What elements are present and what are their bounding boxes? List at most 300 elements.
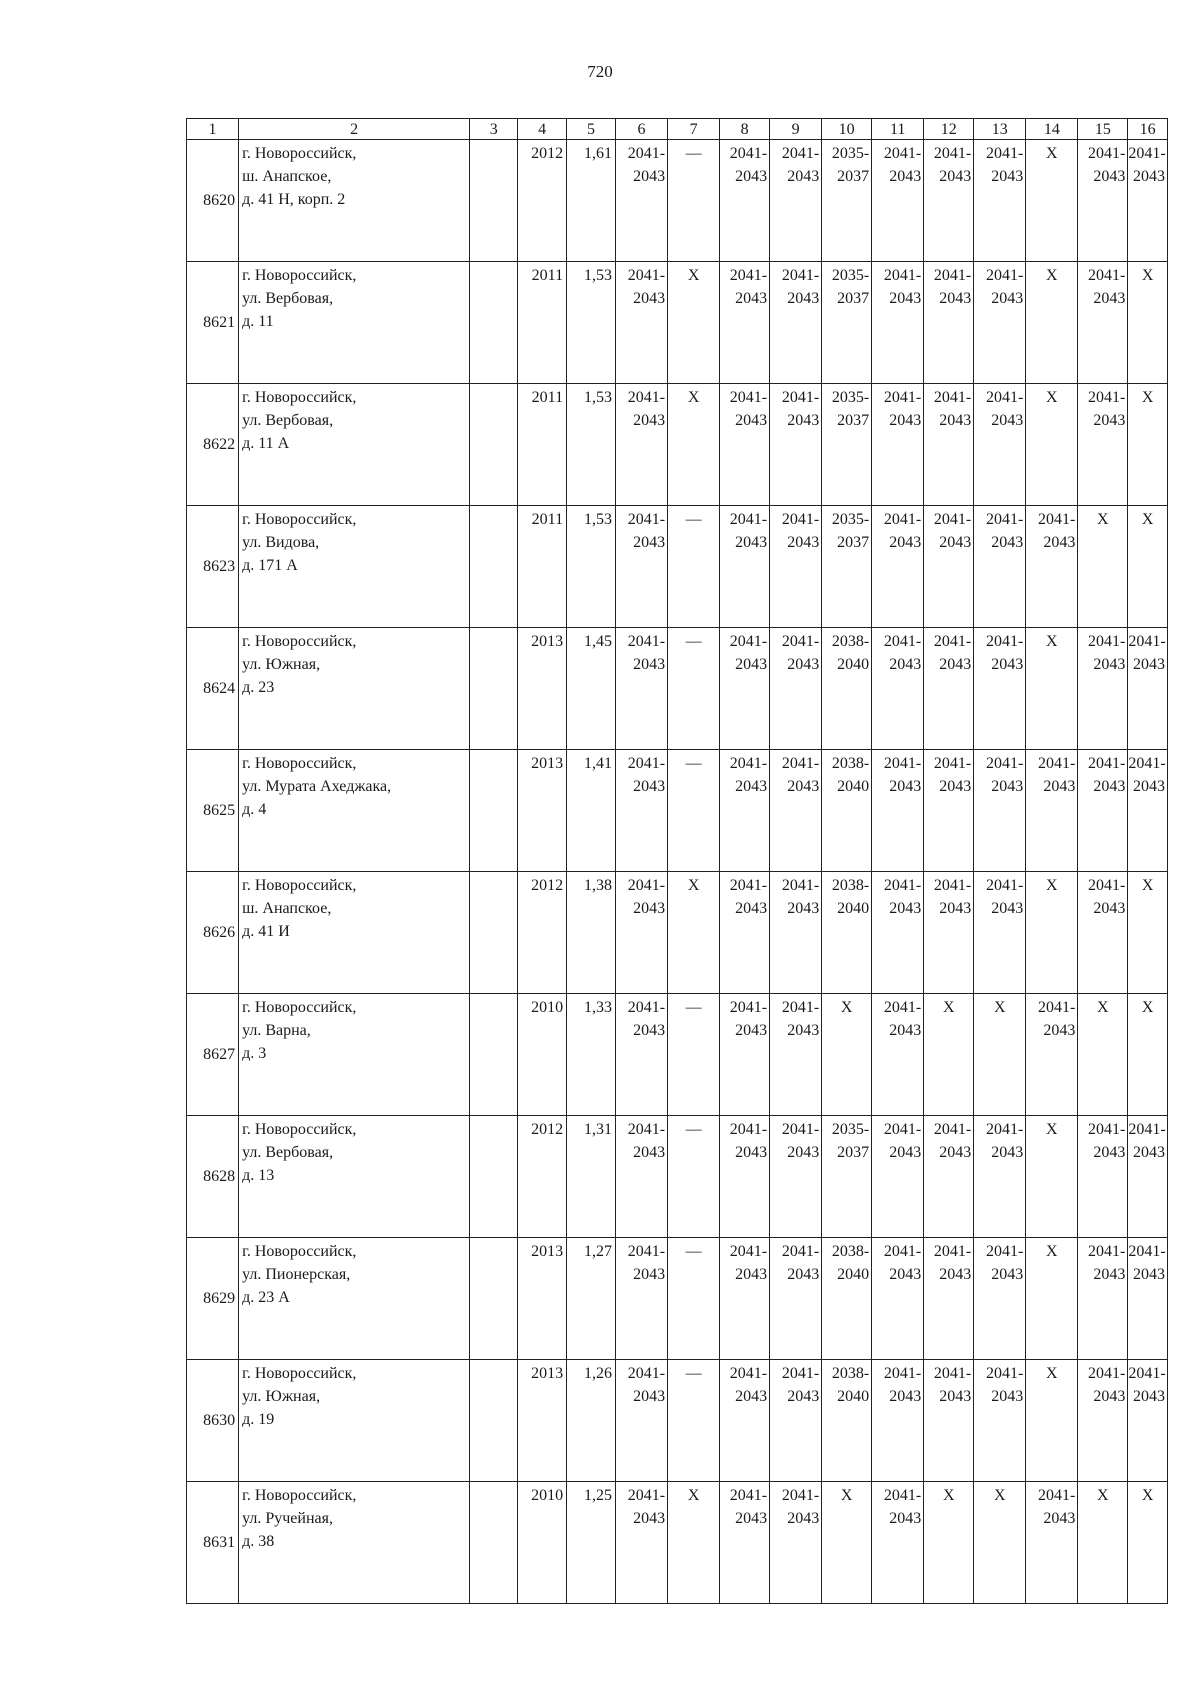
period-start: 2041- <box>729 267 768 284</box>
column-header: 2 <box>239 119 470 140</box>
period-start: 2041- <box>729 755 768 772</box>
period-start: 2041- <box>883 1243 922 1260</box>
address-line: г. Новороссийск, <box>242 1243 357 1260</box>
period-start: 2035- <box>831 1121 870 1138</box>
year-cell: 2012 <box>518 1116 567 1238</box>
period-cell-c9 <box>770 1482 822 1604</box>
period-cell-c13 <box>974 1360 1026 1482</box>
period-start: 2041- <box>781 999 820 1016</box>
row-number: 8623 <box>187 506 239 628</box>
column-header: 7 <box>668 119 720 140</box>
period-start: 2041- <box>1088 755 1126 772</box>
address-line: д. 41 Н, корп. 2 <box>242 191 346 208</box>
address-cell <box>239 506 470 628</box>
period-start: 2041- <box>781 389 820 406</box>
period-cell-c11 <box>872 384 924 506</box>
period-cell-c12 <box>924 1116 974 1238</box>
period-cell-c8 <box>720 994 770 1116</box>
address-cell <box>239 750 470 872</box>
period-end: 2043 <box>1133 168 1165 185</box>
table-row <box>187 628 1168 750</box>
period-end: 2043 <box>889 1144 922 1161</box>
period-end: 2043 <box>633 656 666 673</box>
period-cell-c15 <box>1078 628 1128 750</box>
period-cell-c15 <box>1078 262 1128 384</box>
mark-cell-c7: — <box>668 506 720 628</box>
period-end: 2043 <box>633 168 666 185</box>
year-cell: 2011 <box>518 262 567 384</box>
period-start: 2041- <box>883 633 922 650</box>
period-start: 2041- <box>1088 877 1126 894</box>
period-end: 2040 <box>837 1388 870 1405</box>
period-cell-c10 <box>822 140 872 262</box>
period-start: 2041- <box>1088 267 1126 284</box>
period-start: 2041- <box>883 755 922 772</box>
period-cell-c9 <box>770 872 822 994</box>
year-cell: 2010 <box>518 1482 567 1604</box>
column-header: 14 <box>1026 119 1078 140</box>
period-start: 2041- <box>985 1243 1024 1260</box>
period-cell-c11 <box>872 1360 924 1482</box>
period-start: 2041- <box>781 511 820 528</box>
period-end: 2043 <box>735 1388 768 1405</box>
period-cell-c13 <box>974 872 1026 994</box>
period-cell-c15 <box>1078 872 1128 994</box>
period-cell-c14 <box>1026 994 1078 1116</box>
value-cell: 1,53 <box>567 262 616 384</box>
period-end: 2043 <box>1093 290 1126 307</box>
period-end: 2043 <box>633 1022 666 1039</box>
period-start: 2041- <box>729 1243 768 1260</box>
period-start: 2041- <box>729 145 768 162</box>
period-cell-c16 <box>1128 750 1168 872</box>
period-cell-c6 <box>616 262 668 384</box>
page-number: 720 <box>587 62 613 81</box>
period-end: 2043 <box>939 412 972 429</box>
period-cell-c11 <box>872 628 924 750</box>
column-header: 16 <box>1128 119 1168 140</box>
value-cell: 1,45 <box>567 628 616 750</box>
column-header: 15 <box>1078 119 1128 140</box>
period-end: 2043 <box>991 412 1024 429</box>
address-line: г. Новороссийск, <box>242 1121 357 1138</box>
column-header: 6 <box>616 119 668 140</box>
period-start: 2041- <box>1088 633 1126 650</box>
address-line: д. 11 <box>242 313 274 330</box>
mark-cell-c14: Х <box>1026 872 1078 994</box>
period-end: 2043 <box>991 900 1024 917</box>
period-end: 2043 <box>1133 778 1165 795</box>
period-end: 2043 <box>1093 412 1126 429</box>
period-cell-c13 <box>974 628 1026 750</box>
period-start: 2041- <box>933 145 972 162</box>
period-cell-c10 <box>822 384 872 506</box>
period-cell-c10 <box>822 750 872 872</box>
table-row <box>187 140 1168 262</box>
period-end: 2043 <box>787 412 820 429</box>
housing-register-table <box>186 118 1168 1604</box>
period-cell-c10 <box>822 1238 872 1360</box>
period-cell-c6 <box>616 994 668 1116</box>
period-cell-c9 <box>770 628 822 750</box>
value-cell: 1,53 <box>567 506 616 628</box>
period-start: 2041- <box>781 1243 820 1260</box>
period-start: 2041- <box>933 389 972 406</box>
period-cell-c15 <box>1078 750 1128 872</box>
period-start: 2041- <box>883 999 922 1016</box>
period-start: 2041- <box>627 389 666 406</box>
period-start: 2041- <box>985 1121 1024 1138</box>
period-start: 2041- <box>627 1365 666 1382</box>
year-cell: 2013 <box>518 1360 567 1482</box>
period-cell-c8 <box>720 1360 770 1482</box>
period-start: 2041- <box>781 145 820 162</box>
period-start: 2041- <box>985 877 1024 894</box>
period-cell-c8 <box>720 262 770 384</box>
address-line: г. Новороссийск, <box>242 389 357 406</box>
value-cell: 1,53 <box>567 384 616 506</box>
period-start: 2041- <box>781 1365 820 1382</box>
year-cell: 2012 <box>518 140 567 262</box>
period-cell-c12 <box>924 750 974 872</box>
period-end: 2043 <box>991 534 1024 551</box>
period-cell-c9 <box>770 262 822 384</box>
period-start: 2041- <box>1128 633 1166 650</box>
column-3-cell <box>470 1238 518 1360</box>
mark-cell-c10: Х <box>822 1482 872 1604</box>
row-number: 8626 <box>187 872 239 994</box>
period-cell-c10 <box>822 1360 872 1482</box>
period-end: 2043 <box>1093 778 1126 795</box>
column-3-cell <box>470 872 518 994</box>
period-start: 2041- <box>985 1365 1024 1382</box>
period-cell-c14 <box>1026 506 1078 628</box>
column-3-cell <box>470 750 518 872</box>
period-cell-c12 <box>924 262 974 384</box>
period-end: 2043 <box>939 1266 972 1283</box>
period-cell-c8 <box>720 506 770 628</box>
period-cell-c11 <box>872 506 924 628</box>
period-start: 2041- <box>933 633 972 650</box>
row-number: 8620 <box>187 140 239 262</box>
period-cell-c12 <box>924 1360 974 1482</box>
period-cell-c6 <box>616 1238 668 1360</box>
table-row <box>187 1360 1168 1482</box>
period-cell-c8 <box>720 384 770 506</box>
period-end: 2043 <box>1133 656 1165 673</box>
address-line: д. 23 <box>242 679 275 696</box>
period-end: 2043 <box>889 1022 922 1039</box>
period-start: 2041- <box>729 999 768 1016</box>
column-3-cell <box>470 384 518 506</box>
mark-cell-c7: Х <box>668 872 720 994</box>
column-header: 9 <box>770 119 822 140</box>
address-line: ул. Ручейная, <box>242 1510 333 1527</box>
period-start: 2041- <box>933 1121 972 1138</box>
period-start: 2041- <box>781 1487 820 1504</box>
period-end: 2043 <box>787 168 820 185</box>
period-end: 2043 <box>633 412 666 429</box>
address-line: г. Новороссийск, <box>242 145 357 162</box>
column-header: 13 <box>974 119 1026 140</box>
period-start: 2041- <box>985 267 1024 284</box>
period-cell-c9 <box>770 384 822 506</box>
year-cell: 2011 <box>518 384 567 506</box>
period-start: 2035- <box>831 267 870 284</box>
period-start: 2041- <box>985 145 1024 162</box>
period-cell-c11 <box>872 750 924 872</box>
period-cell-c12 <box>924 628 974 750</box>
period-end: 2043 <box>735 168 768 185</box>
period-end: 2043 <box>633 1388 666 1405</box>
address-cell <box>239 262 470 384</box>
address-line: ш. Анапское, <box>242 168 332 185</box>
period-end: 2043 <box>787 656 820 673</box>
period-start: 2041- <box>933 267 972 284</box>
period-end: 2043 <box>991 1144 1024 1161</box>
period-start: 2041- <box>1088 145 1126 162</box>
address-line: ул. Видова, <box>242 534 320 551</box>
period-start: 2041- <box>627 633 666 650</box>
table-body <box>187 140 1168 1604</box>
value-cell: 1,31 <box>567 1116 616 1238</box>
period-cell-c15 <box>1078 1238 1128 1360</box>
value-cell: 1,26 <box>567 1360 616 1482</box>
period-cell-c8 <box>720 1116 770 1238</box>
period-start: 2041- <box>1038 1487 1076 1504</box>
period-start: 2041- <box>883 877 922 894</box>
period-end: 2043 <box>735 1266 768 1283</box>
period-end: 2037 <box>837 168 870 185</box>
period-cell-c6 <box>616 384 668 506</box>
mark-cell-c16: Х <box>1128 384 1168 506</box>
column-3-cell <box>470 994 518 1116</box>
period-cell-c10 <box>822 1116 872 1238</box>
period-cell-c9 <box>770 750 822 872</box>
period-cell-c13 <box>974 506 1026 628</box>
address-line: г. Новороссийск, <box>242 1487 357 1504</box>
period-cell-c11 <box>872 262 924 384</box>
mark-cell-c13: Х <box>974 994 1026 1116</box>
period-end: 2043 <box>939 534 972 551</box>
period-end: 2043 <box>889 168 922 185</box>
column-3-cell <box>470 140 518 262</box>
period-end: 2043 <box>991 168 1024 185</box>
table-row <box>187 1116 1168 1238</box>
period-end: 2043 <box>735 778 768 795</box>
period-cell-c8 <box>720 1238 770 1360</box>
period-start: 2041- <box>883 267 922 284</box>
period-end: 2043 <box>889 656 922 673</box>
period-cell-c12 <box>924 872 974 994</box>
value-cell: 1,61 <box>567 140 616 262</box>
column-header: 12 <box>924 119 974 140</box>
period-end: 2043 <box>633 778 666 795</box>
period-end: 2043 <box>889 534 922 551</box>
period-end: 2037 <box>837 534 870 551</box>
value-cell: 1,27 <box>567 1238 616 1360</box>
period-start: 2041- <box>985 511 1024 528</box>
period-cell-c9 <box>770 994 822 1116</box>
row-number: 8627 <box>187 994 239 1116</box>
period-start: 2041- <box>883 1487 922 1504</box>
period-start: 2041- <box>985 389 1024 406</box>
period-cell-c15 <box>1078 1360 1128 1482</box>
period-end: 2040 <box>837 778 870 795</box>
period-start: 2038- <box>831 1365 870 1382</box>
period-start: 2041- <box>1128 1243 1166 1260</box>
value-cell: 1,38 <box>567 872 616 994</box>
period-end: 2037 <box>837 1144 870 1161</box>
address-line: г. Новороссийск, <box>242 267 357 284</box>
row-number: 8629 <box>187 1238 239 1360</box>
period-start: 2041- <box>627 1121 666 1138</box>
period-start: 2041- <box>1128 1365 1166 1382</box>
period-cell-c13 <box>974 262 1026 384</box>
period-start: 2041- <box>1088 1365 1126 1382</box>
period-end: 2043 <box>939 778 972 795</box>
period-cell-c6 <box>616 1482 668 1604</box>
period-end: 2043 <box>1093 1266 1126 1283</box>
period-cell-c13 <box>974 1116 1026 1238</box>
address-line: ул. Южная, <box>242 1388 321 1405</box>
period-end: 2040 <box>837 1266 870 1283</box>
period-start: 2041- <box>1088 389 1126 406</box>
period-end: 2040 <box>837 900 870 917</box>
value-cell: 1,25 <box>567 1482 616 1604</box>
period-end: 2037 <box>837 290 870 307</box>
period-end: 2043 <box>889 778 922 795</box>
address-line: ул. Пионерская, <box>242 1266 351 1283</box>
mark-cell-c14: Х <box>1026 1116 1078 1238</box>
period-cell-c6 <box>616 1360 668 1482</box>
period-end: 2043 <box>633 900 666 917</box>
period-cell-c12 <box>924 384 974 506</box>
period-end: 2043 <box>633 290 666 307</box>
mark-cell-c14: Х <box>1026 140 1078 262</box>
table-row <box>187 1238 1168 1360</box>
period-start: 2041- <box>781 877 820 894</box>
address-line: ул. Варна, <box>242 1022 311 1039</box>
period-start: 2041- <box>1128 755 1166 772</box>
period-start: 2041- <box>781 1121 820 1138</box>
row-number: 8621 <box>187 262 239 384</box>
period-start: 2041- <box>627 877 666 894</box>
mark-cell-c16: Х <box>1128 262 1168 384</box>
period-cell-c16 <box>1128 140 1168 262</box>
period-start: 2041- <box>729 389 768 406</box>
period-cell-c9 <box>770 1116 822 1238</box>
address-cell <box>239 1482 470 1604</box>
period-end: 2043 <box>1093 900 1126 917</box>
address-cell <box>239 994 470 1116</box>
period-cell-c6 <box>616 750 668 872</box>
value-cell: 1,41 <box>567 750 616 872</box>
period-start: 2041- <box>985 755 1024 772</box>
address-line: г. Новороссийск, <box>242 999 357 1016</box>
column-3-cell <box>470 262 518 384</box>
period-end: 2043 <box>889 1510 922 1527</box>
period-end: 2043 <box>787 900 820 917</box>
period-end: 2043 <box>939 168 972 185</box>
address-line: д. 4 <box>242 801 267 818</box>
period-start: 2041- <box>781 633 820 650</box>
period-end: 2043 <box>889 290 922 307</box>
period-start: 2041- <box>933 877 972 894</box>
period-cell-c8 <box>720 750 770 872</box>
period-end: 2043 <box>991 290 1024 307</box>
period-cell-c6 <box>616 506 668 628</box>
row-number: 8625 <box>187 750 239 872</box>
mark-cell-c10: Х <box>822 994 872 1116</box>
period-cell-c13 <box>974 384 1026 506</box>
period-end: 2043 <box>633 1510 666 1527</box>
period-end: 2043 <box>939 1144 972 1161</box>
period-end: 2043 <box>735 290 768 307</box>
address-cell <box>239 1116 470 1238</box>
period-cell-c12 <box>924 1238 974 1360</box>
period-cell-c10 <box>822 628 872 750</box>
period-start: 2041- <box>627 1487 666 1504</box>
year-cell: 2012 <box>518 872 567 994</box>
period-cell-c6 <box>616 1116 668 1238</box>
mark-cell-c13: Х <box>974 1482 1026 1604</box>
period-end: 2043 <box>1093 656 1126 673</box>
period-end: 2043 <box>787 778 820 795</box>
mark-cell-c14: Х <box>1026 262 1078 384</box>
period-end: 2043 <box>735 1510 768 1527</box>
period-start: 2035- <box>831 511 870 528</box>
table-row <box>187 750 1168 872</box>
mark-cell-c16: Х <box>1128 872 1168 994</box>
period-cell-c8 <box>720 872 770 994</box>
period-start: 2041- <box>729 511 768 528</box>
period-start: 2041- <box>883 1121 922 1138</box>
address-cell <box>239 628 470 750</box>
row-number: 8622 <box>187 384 239 506</box>
period-cell-c9 <box>770 1360 822 1482</box>
period-end: 2043 <box>1043 1510 1076 1527</box>
mark-cell-c12: Х <box>924 1482 974 1604</box>
address-line: д. 13 <box>242 1167 275 1184</box>
period-start: 2041- <box>933 755 972 772</box>
period-start: 2041- <box>627 755 666 772</box>
period-cell-c15 <box>1078 384 1128 506</box>
table-row <box>187 1482 1168 1604</box>
mark-cell-c7: — <box>668 628 720 750</box>
period-end: 2043 <box>1133 1266 1165 1283</box>
address-line: д. 38 <box>242 1533 275 1550</box>
address-line: г. Новороссийск, <box>242 877 357 894</box>
period-start: 2041- <box>933 511 972 528</box>
period-start: 2041- <box>627 1243 666 1260</box>
period-end: 2043 <box>787 290 820 307</box>
period-start: 2041- <box>729 877 768 894</box>
year-cell: 2013 <box>518 628 567 750</box>
address-cell <box>239 1360 470 1482</box>
period-cell-c11 <box>872 1238 924 1360</box>
period-end: 2043 <box>1093 168 1126 185</box>
period-cell-c13 <box>974 750 1026 872</box>
period-cell-c8 <box>720 140 770 262</box>
period-end: 2043 <box>939 656 972 673</box>
period-start: 2041- <box>729 633 768 650</box>
period-end: 2043 <box>735 1022 768 1039</box>
address-line: ул. Вербовая, <box>242 412 334 429</box>
address-line: д. 11 А <box>242 435 290 452</box>
period-end: 2043 <box>633 1266 666 1283</box>
column-header: 4 <box>518 119 567 140</box>
